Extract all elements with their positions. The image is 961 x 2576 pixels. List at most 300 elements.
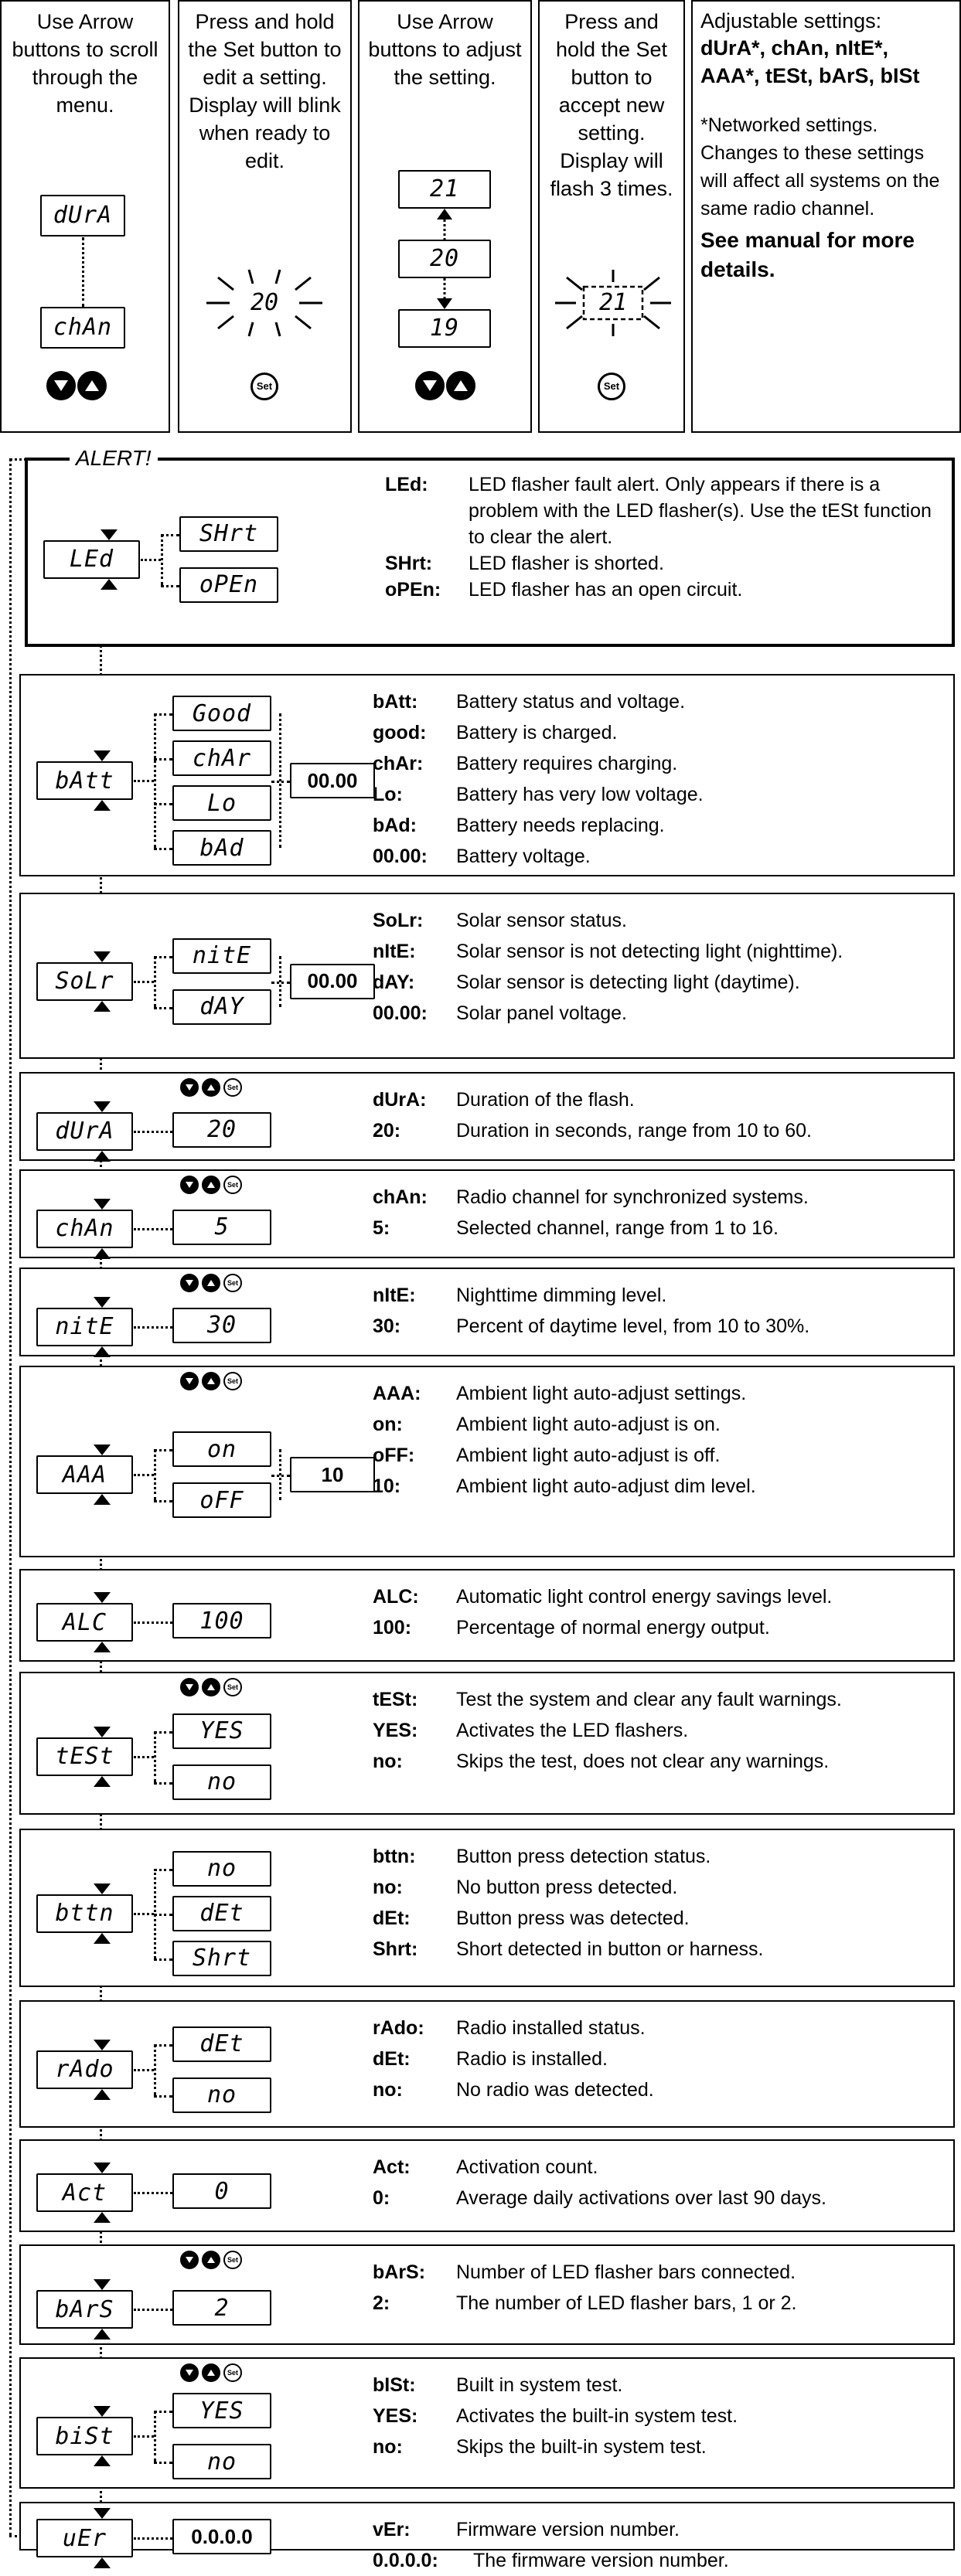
menu-item-chan[interactable]: chAn: [36, 1210, 133, 1248]
connector: [134, 1326, 172, 1329]
connector: [134, 2435, 154, 2438]
menu-item-solr[interactable]: SoLr: [36, 962, 133, 1001]
menu-section: [19, 893, 955, 1059]
menu-item-led[interactable]: LEd: [43, 540, 140, 579]
description-row: [373, 748, 945, 779]
description-row: [373, 1715, 945, 1746]
lcd-value-up: 21: [398, 170, 491, 209]
description-text: Solar panel voltage.: [456, 1002, 627, 1024]
description-row: [373, 1684, 945, 1715]
instruction-edit: [178, 0, 352, 433]
up-arrow-icon: [94, 1933, 111, 1948]
alert-label: ALERT!: [70, 446, 158, 471]
flashing-lcd: [551, 268, 675, 338]
menu-item-rado[interactable]: rAdo: [36, 2050, 133, 2089]
section-description: [385, 471, 949, 603]
down-arrow-icon: [94, 1297, 111, 1312]
section-description: [373, 1841, 945, 1965]
menu-section: [19, 2244, 955, 2345]
menu-item-dura[interactable]: dUrA: [36, 1112, 133, 1151]
description-row: [373, 1440, 945, 1471]
description-key: 2:: [373, 2292, 390, 2314]
description-text: Battery voltage.: [456, 846, 591, 867]
down-arrow-icon: [180, 2251, 199, 2269]
description-key: bAtt:: [373, 691, 418, 713]
option-value: oFF: [172, 1482, 271, 1518]
description-key: bArS:: [373, 2261, 426, 2283]
description-key: 0.0.0.0:: [373, 2550, 438, 2571]
menu-section: [19, 1169, 955, 1258]
extra-value: 00.00: [290, 763, 375, 798]
description-text: Button press detection status.: [456, 1846, 711, 1867]
connector: [154, 848, 172, 850]
option-value: dAY: [172, 989, 271, 1025]
connector: [154, 1782, 172, 1785]
up-arrow-icon: [94, 1776, 111, 1791]
down-arrow-icon: [94, 2508, 111, 2523]
lcd-value-current: 20: [398, 240, 491, 278]
connector: [134, 2309, 172, 2311]
option-value: nitE: [172, 938, 271, 974]
connector: [271, 1475, 290, 1477]
description-text: Automatic light control energy savings level.: [456, 1586, 833, 1608]
down-arrow-icon: [94, 750, 111, 765]
connector: [154, 1869, 172, 1871]
connector: [154, 956, 156, 1007]
down-arrow-icon: [94, 2163, 111, 2177]
arrow-buttons[interactable]: [415, 371, 475, 400]
up-arrow-icon: [94, 2455, 111, 2470]
section-description: [373, 686, 945, 872]
option-value: YES: [172, 1713, 271, 1749]
blink-value: 20: [250, 289, 279, 316]
description-row: [373, 2152, 945, 2183]
description-key: good:: [373, 722, 427, 744]
option-value: no: [172, 2444, 271, 2479]
connector: [154, 1914, 172, 1916]
menu-section: [19, 1829, 955, 1987]
connector: [154, 1731, 172, 1734]
instruction-scroll-text: Use Arrow buttons to scroll through the menu.: [12, 10, 158, 117]
description-key: oPEn:: [385, 579, 441, 601]
scroll-connector: [82, 237, 84, 307]
description-key: nItE:: [373, 941, 416, 962]
description-key: 00.00:: [373, 846, 428, 867]
down-arrow-icon: [101, 529, 118, 544]
description-key: 10:: [373, 1475, 401, 1497]
option-value: oPEn: [179, 567, 278, 603]
adjustable-settings-box: [691, 0, 961, 433]
description-key: bttn:: [373, 1846, 416, 1867]
option-value: 0: [172, 2173, 271, 2209]
connector: [154, 2411, 156, 2462]
up-arrow-icon: [202, 1372, 220, 1390]
description-row: [373, 2401, 945, 2431]
option-value: 100: [172, 1603, 271, 1638]
description-row: [373, 1841, 945, 1872]
description-key: bISt:: [373, 2374, 416, 2396]
section-description: [373, 2013, 945, 2105]
edit-buttons-icon: [180, 1274, 242, 1292]
description-text: Duration of the flash.: [456, 1089, 635, 1111]
option-value: no: [172, 2077, 271, 2113]
option-value: 2: [172, 2290, 271, 2326]
description-row: [373, 1084, 945, 1115]
description-key: chAr:: [373, 753, 424, 774]
description-row: [373, 905, 945, 936]
up-arrow-icon: [94, 1151, 111, 1165]
down-arrow-icon: [180, 1176, 199, 1194]
section-description: [373, 1684, 945, 1777]
description-key: vEr:: [373, 2519, 411, 2540]
description-text: LED flasher is shorted.: [469, 553, 664, 574]
lcd-dura: dUrA: [40, 195, 125, 237]
section-description: [373, 1581, 945, 1643]
description-key: chAn:: [373, 1186, 428, 1208]
description-text: Skips the built-in system test.: [456, 2436, 707, 2458]
down-arrow-icon: [94, 2279, 111, 2294]
menu-section: [19, 2357, 955, 2489]
description-text: Built in system test.: [456, 2374, 623, 2396]
description-key: dEt:: [373, 1907, 411, 1929]
return-loop-line: [9, 458, 12, 2536]
down-arrow-icon: [180, 1678, 199, 1696]
description-key: LEd:: [385, 474, 428, 495]
up-arrow-icon: [94, 2212, 111, 2227]
option-value: Shrt: [172, 1941, 271, 1976]
description-key: YES:: [373, 2405, 418, 2427]
option-value: dEt: [172, 1896, 271, 1931]
instruction-accept-text: Press and hold the Set button to accept new setting. Display will flash 3 times.: [550, 10, 673, 200]
connector: [154, 1958, 172, 1961]
menu-section: [19, 2139, 955, 2232]
extra-value: 00.00: [290, 964, 375, 999]
description-text: LED flasher fault alert. Only appears if there is a problem with the LED flasher(s). Use the tESt function to clear the alert.: [469, 474, 932, 548]
up-arrow-icon: [94, 1346, 111, 1361]
down-arrow-icon: [94, 951, 111, 966]
description-text: Radio channel for synchronized systems.: [456, 1186, 809, 1208]
connector: [134, 1131, 172, 1133]
menu-item-bars[interactable]: bArS: [36, 2290, 133, 2329]
menu-item-batt[interactable]: bAtt: [36, 761, 133, 800]
connector: [161, 585, 179, 587]
connector: [154, 2095, 172, 2098]
set-icon: Set: [223, 1078, 242, 1097]
connector: [154, 1449, 156, 1500]
description-key: 30:: [373, 1315, 401, 1337]
description-text: LED flasher has an open circuit.: [469, 579, 743, 601]
set-button[interactable]: Set: [250, 373, 278, 400]
connector: [161, 534, 163, 585]
description-text: Battery has very low voltage.: [456, 784, 704, 805]
description-key: no:: [373, 1751, 403, 1772]
section-description: [373, 2370, 945, 2462]
option-value: YES: [172, 2393, 271, 2428]
menu-section: [25, 458, 955, 647]
description-row: [373, 2431, 945, 2462]
instruction-accept: [538, 0, 685, 433]
arrow-buttons[interactable]: [46, 371, 107, 400]
description-key: 0:: [373, 2187, 390, 2209]
set-icon: Set: [223, 2363, 242, 2382]
description-row: [373, 1182, 945, 1213]
instruction-edit-text: Press and hold the Set button to edit a setting. Display will blink when ready to edit.: [188, 10, 342, 172]
description-key: rAdo:: [373, 2017, 424, 2039]
down-arrow-icon[interactable]: [415, 371, 445, 400]
set-icon: Set: [223, 2251, 242, 2269]
down-arrow-icon: [180, 1078, 199, 1097]
description-row: [373, 998, 945, 1029]
menu-item-nite[interactable]: nitE: [36, 1308, 133, 1346]
section-description: [373, 1378, 945, 1502]
connector: [154, 2044, 156, 2095]
description-row: [373, 2514, 945, 2545]
section-description: [373, 905, 945, 1029]
down-arrow-icon: [94, 1727, 111, 1741]
description-key: 00.00:: [373, 1002, 428, 1024]
connector: [134, 1621, 172, 1624]
set-icon: Set: [223, 1274, 242, 1292]
edit-buttons-icon: [180, 1678, 242, 1696]
up-arrow-icon: [202, 1678, 220, 1696]
description-text: Battery is charged.: [456, 722, 618, 744]
up-arrow-icon: [94, 1494, 111, 1509]
description-text: Radio is installed.: [456, 2048, 608, 2070]
description-key: 100:: [373, 1617, 412, 1638]
down-arrow-icon: [94, 1445, 111, 1459]
description-key: Lo:: [373, 784, 403, 805]
menu-item-bttn[interactable]: bttn: [36, 1894, 133, 1933]
up-arrow-icon: [94, 1001, 111, 1016]
description-text: Activation count.: [456, 2156, 598, 2178]
down-arrow-icon: [94, 2406, 111, 2421]
menu-section: [19, 1569, 955, 1662]
description-text: Button press was detected.: [456, 1907, 690, 1929]
option-value: Lo: [172, 785, 271, 821]
description-text: Battery requires charging.: [456, 753, 678, 774]
connector: [154, 1731, 156, 1782]
description-row: [373, 1471, 945, 1502]
down-arrow-icon: [94, 1101, 111, 1116]
section-description: [373, 1182, 945, 1244]
description-row: [373, 2013, 945, 2043]
description-text: Duration in seconds, range from 10 to 60.: [456, 1120, 812, 1142]
extra-value: 10: [290, 1457, 375, 1492]
description-key: YES:: [373, 1720, 418, 1741]
description-row: [373, 2370, 945, 2401]
description-row: [373, 936, 945, 967]
description-text: Activates the LED flashers.: [456, 1720, 689, 1741]
description-row: [373, 779, 945, 810]
connector: [154, 1500, 172, 1502]
description-row: [373, 967, 945, 998]
down-arrow-icon[interactable]: [46, 371, 76, 400]
connector: [134, 1756, 154, 1758]
description-key: bAd:: [373, 815, 417, 836]
menu-item-uer[interactable]: uEr: [36, 2519, 133, 2557]
section-description: [373, 2514, 945, 2576]
description-key: 5:: [373, 1217, 390, 1239]
description-row: [373, 1409, 945, 1440]
connector: [141, 559, 161, 561]
description-row: [373, 1934, 945, 1965]
connector: [134, 2537, 172, 2540]
description-row: [373, 2183, 945, 2214]
description-text: Battery status and voltage.: [456, 691, 686, 713]
option-value: SHrt: [179, 516, 278, 552]
description-key: no:: [373, 2079, 403, 2101]
edit-buttons-icon: [180, 2363, 242, 2382]
description-row: [373, 1872, 945, 1903]
description-row: [373, 810, 945, 841]
menu-section: [19, 1072, 955, 1161]
description-key: SHrt:: [385, 553, 433, 574]
edit-buttons-icon: [180, 1078, 242, 1097]
connector: [134, 1913, 154, 1915]
description-row: [373, 1581, 945, 1612]
description-key: dAY:: [373, 972, 415, 993]
connector: [154, 713, 156, 848]
menu-item-aaa[interactable]: AAA: [36, 1455, 133, 1494]
description-text: Ambient light auto-adjust is off.: [456, 1445, 721, 1466]
connector: [134, 1474, 154, 1476]
description-row: [385, 550, 949, 577]
menu-section: [19, 1268, 955, 1356]
description-text: No radio was detected.: [456, 2079, 654, 2101]
description-key: AAA:: [373, 1383, 421, 1404]
connector: [134, 780, 154, 782]
connector: [154, 713, 172, 716]
description-text: Radio installed status.: [456, 2017, 646, 2039]
set-icon: Set: [223, 1176, 242, 1194]
menu-section: [19, 2000, 955, 2128]
up-arrow-icon: [94, 2089, 111, 2104]
edit-buttons-icon: [180, 1372, 242, 1390]
connector: [154, 2044, 172, 2047]
instruction-scroll: [0, 0, 170, 433]
up-arrow-icon: [202, 1176, 220, 1194]
description-text: Test the system and clear any fault warnings.: [456, 1689, 842, 1710]
description-key: 20:: [373, 1120, 401, 1142]
option-value: dEt: [172, 2026, 271, 2062]
menu-section: [19, 2502, 955, 2571]
adjustable-settings-title: Adjustable settings:: [700, 9, 882, 32]
description-text: Solar sensor status.: [456, 910, 627, 931]
description-row: [373, 1311, 945, 1342]
flash-value: 21: [598, 289, 628, 316]
set-button[interactable]: Set: [598, 373, 625, 400]
description-row: [373, 1378, 945, 1409]
description-row: [373, 686, 945, 717]
description-text: Solar sensor is not detecting light (nighttime).: [456, 941, 843, 962]
down-arrow-icon: [180, 1372, 199, 1390]
up-arrow-icon: [202, 1274, 220, 1292]
description-text: The firmware version number.: [473, 2550, 729, 2571]
option-value: bAd: [172, 830, 271, 866]
up-arrow-icon: [94, 1248, 111, 1263]
connector: [134, 1228, 172, 1230]
description-row: [373, 841, 945, 872]
up-arrow-icon[interactable]: [77, 371, 107, 400]
edit-buttons-icon: [180, 1176, 242, 1194]
up-arrow-icon: [94, 2329, 111, 2343]
menu-item-bist[interactable]: biSt: [36, 2417, 133, 2455]
up-arrow-icon: [202, 1078, 220, 1097]
description-row: [373, 717, 945, 748]
option-value: on: [172, 1431, 271, 1467]
description-key: tESt:: [373, 1689, 418, 1710]
networked-note: *Networked settings. Changes to these settings will affect all systems on the same radio channel.: [700, 114, 940, 219]
up-arrow-icon: [94, 800, 111, 815]
description-text: The number of LED flasher bars, 1 or 2.: [456, 2292, 797, 2314]
connector: [154, 1007, 172, 1009]
description-text: Skips the test, does not clear any warnings.: [456, 1751, 830, 1772]
set-icon: Set: [223, 1678, 242, 1696]
description-row: [373, 2545, 945, 2576]
up-arrow-icon: [101, 579, 118, 594]
option-value: 5: [172, 1210, 271, 1245]
down-arrow-icon: [180, 1274, 199, 1292]
description-text: Selected channel, range from 1 to 16.: [456, 1217, 779, 1239]
description-key: no:: [373, 1877, 403, 1898]
up-arrow-icon[interactable]: [446, 371, 475, 400]
description-row: [385, 471, 949, 550]
description-key: SoLr:: [373, 910, 424, 931]
down-arrow-icon: [94, 1199, 111, 1213]
manual-note: See manual for more details.: [700, 228, 915, 281]
menu-item-act[interactable]: Act: [36, 2173, 133, 2212]
menu-item-test[interactable]: tESt: [36, 1737, 133, 1776]
description-row: [373, 1115, 945, 1146]
section-description: [373, 1084, 945, 1146]
connector: [134, 2069, 154, 2071]
instruction-adjust-text: Use Arrow buttons to adjust the setting.: [368, 10, 522, 89]
description-text: Battery needs replacing.: [456, 815, 665, 836]
set-icon: Set: [223, 1372, 242, 1390]
description-row: [373, 1903, 945, 1934]
description-row: [373, 2074, 945, 2105]
down-arrow-icon: [94, 1884, 111, 1898]
connector: [154, 956, 172, 958]
up-arrow-icon: [202, 2363, 220, 2382]
description-key: no:: [373, 2436, 403, 2458]
option-value: 30: [172, 1308, 271, 1343]
description-text: Short detected in button or harness.: [456, 1938, 764, 1960]
description-key: oFF:: [373, 1445, 415, 1466]
section-description: [373, 2257, 945, 2319]
description-text: Ambient light auto-adjust settings.: [456, 1383, 747, 1404]
lcd-value-down: 19: [398, 309, 491, 348]
description-key: on:: [373, 1414, 403, 1435]
description-key: Shrt:: [373, 1938, 418, 1960]
description-key: ALC:: [373, 1586, 419, 1608]
connector: [154, 2462, 172, 2464]
edit-buttons-icon: [180, 2251, 242, 2269]
menu-item-alc[interactable]: ALC: [36, 1603, 133, 1642]
instruction-adjust: [358, 0, 532, 433]
down-arrow-icon: [94, 2040, 111, 2054]
up-arrow-icon: [94, 2557, 111, 2572]
option-value: no: [172, 1764, 271, 1800]
section-description: [373, 2152, 945, 2214]
connector: [271, 781, 290, 783]
description-text: No button press detected.: [456, 1877, 678, 1898]
description-text: Percentage of normal energy output.: [456, 1617, 770, 1638]
description-text: Nighttime dimming level.: [456, 1285, 667, 1306]
description-key: dEt:: [373, 2048, 411, 2070]
description-text: Activates the built-in system test.: [456, 2405, 738, 2427]
connector: [154, 758, 172, 761]
